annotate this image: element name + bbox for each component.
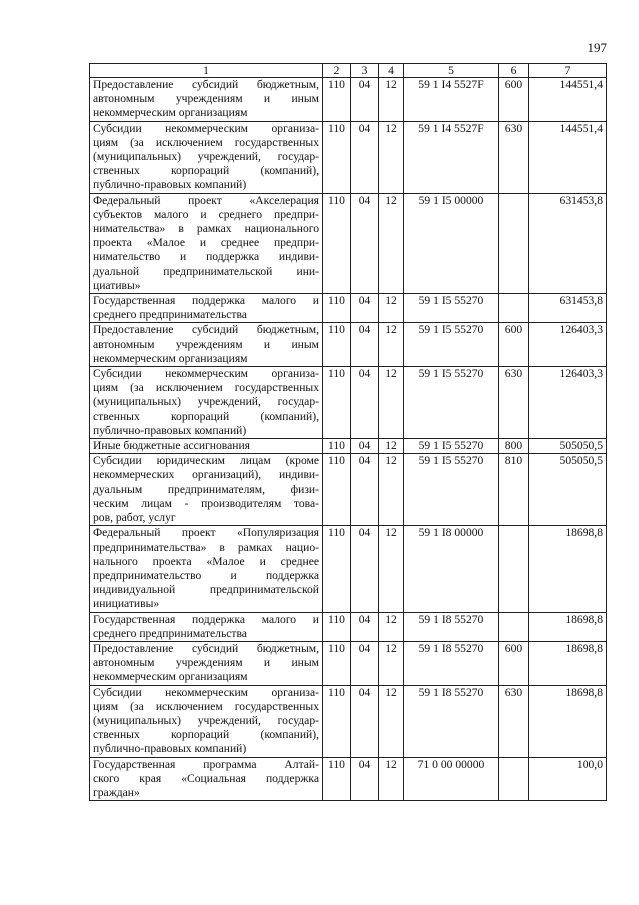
amount-cell: 100,0: [529, 757, 607, 801]
table-row: [90, 367, 607, 439]
column-header: 2: [323, 64, 351, 78]
razdel-cell: 110: [323, 121, 351, 193]
code-cell: 12: [379, 121, 404, 193]
row-name-line: среднего предпринимательства: [93, 308, 247, 322]
podrazdel-cell: 04: [351, 193, 379, 293]
row-name-cell: [90, 757, 323, 801]
row-name-cell: [90, 367, 323, 439]
row-name-cell: [90, 526, 323, 612]
row-name-cell: [90, 612, 323, 641]
razdel-cell: 110: [323, 641, 351, 685]
row-name-line: автономным учреждениям и иным: [93, 92, 319, 106]
row-name-line: циям (за исключением государственных: [93, 699, 319, 713]
expense-type-cell: [499, 294, 529, 323]
podrazdel-cell: 04: [351, 323, 379, 367]
column-header: 3: [351, 64, 379, 78]
column-header: 5: [404, 64, 499, 78]
row-name-cell: [90, 121, 323, 193]
target-article-cell: 59 1 I5 55270: [404, 367, 499, 439]
row-name-line: индивидуальной предпринимательской: [93, 583, 319, 597]
expense-type-cell: 800: [499, 439, 529, 454]
row-name-line: дуальным предпринимателям, физи-: [93, 482, 319, 496]
razdel-cell: 110: [323, 612, 351, 641]
table-row: [90, 78, 607, 122]
target-article-cell: 59 1 I8 55270: [404, 685, 499, 757]
razdel-cell: 110: [323, 757, 351, 801]
code-cell: 12: [379, 294, 404, 323]
amount-cell: 18698,8: [529, 612, 607, 641]
row-name-line: нимательства» в рамках национального: [93, 222, 319, 236]
amount-cell: 18698,8: [529, 685, 607, 757]
row-name-line: (муниципальных) учреждений, государ-: [93, 150, 319, 164]
table-body: [90, 78, 607, 801]
amount-cell: 126403,3: [529, 367, 607, 439]
expense-type-cell: [499, 526, 529, 612]
row-name-line: ского края «Социальная поддержка: [93, 771, 319, 785]
code-cell: 12: [379, 526, 404, 612]
row-name-line: ров, работ, услуг: [93, 511, 176, 525]
row-name-line: публично-правовых компаний): [93, 742, 247, 756]
column-header: 1: [90, 64, 323, 78]
table-row: [90, 641, 607, 685]
target-article-cell: 59 1 I4 5527F: [404, 78, 499, 122]
column-header: 6: [499, 64, 529, 78]
row-name-line: автономным учреждениям и иным: [93, 656, 319, 670]
target-article-cell: 59 1 I8 55270: [404, 641, 499, 685]
column-header: 4: [379, 64, 404, 78]
row-name-line: Предоставление субсидий бюджетным,: [93, 78, 319, 91]
row-name-line: Государственная поддержка малого и: [93, 294, 319, 308]
row-name-line: Субсидии некоммерческим организа-: [93, 685, 319, 699]
target-article-cell: 59 1 I5 55270: [404, 323, 499, 367]
expense-type-cell: 600: [499, 323, 529, 367]
row-name-cell: [90, 439, 323, 454]
table-row: [90, 685, 607, 757]
podrazdel-cell: 04: [351, 294, 379, 323]
table-row: [90, 121, 607, 193]
target-article-cell: 59 1 I5 55270: [404, 294, 499, 323]
target-article-cell: 59 1 I4 5527F: [404, 121, 499, 193]
row-name-line: субъектов малого и среднего предпри-: [93, 207, 319, 221]
amount-cell: 18698,8: [529, 641, 607, 685]
row-name-line: Субсидии некоммерческим организа-: [93, 367, 319, 381]
razdel-cell: 110: [323, 294, 351, 323]
row-name-line: циативы»: [93, 278, 141, 292]
code-cell: 12: [379, 454, 404, 526]
code-cell: 12: [379, 78, 404, 122]
amount-cell: 505050,5: [529, 439, 607, 454]
row-name-line: Субсидии некоммерческим организа-: [93, 121, 319, 135]
amount-cell: 126403,3: [529, 323, 607, 367]
row-name-line: нального проекта «Малое и среднее: [93, 554, 319, 568]
row-name-cell: [90, 294, 323, 323]
table-row: [90, 294, 607, 323]
row-name-line: публично-правовых компаний): [93, 178, 247, 192]
row-name-cell: [90, 685, 323, 757]
row-name-cell: [90, 641, 323, 685]
row-name-line: нимательство и поддержка индиви-: [93, 250, 319, 264]
podrazdel-cell: 04: [351, 78, 379, 122]
code-cell: 12: [379, 193, 404, 293]
row-name-line: Федеральный проект «Популяризация: [93, 526, 319, 540]
row-name-line: проекта «Малое и среднее предпри-: [93, 236, 319, 250]
podrazdel-cell: 04: [351, 641, 379, 685]
row-name-line: некоммерческим организациям: [93, 106, 248, 120]
budget-table: [89, 63, 607, 801]
code-cell: 12: [379, 323, 404, 367]
row-name-line: публично-правовых компаний): [93, 423, 247, 437]
row-name-line: Предоставление субсидий бюджетным,: [93, 323, 319, 337]
razdel-cell: 110: [323, 323, 351, 367]
row-name-cell: [90, 78, 323, 122]
row-name-cell: [90, 323, 323, 367]
amount-cell: 144551,4: [529, 78, 607, 122]
table-row: [90, 526, 607, 612]
table-row: [90, 612, 607, 641]
podrazdel-cell: 04: [351, 121, 379, 193]
razdel-cell: 110: [323, 78, 351, 122]
row-name-line: Субсидии юридическим лицам (кроме: [93, 454, 319, 468]
row-name-cell: [90, 454, 323, 526]
row-name-line: дуальной предпринимательской ини-: [93, 264, 319, 278]
code-cell: 12: [379, 757, 404, 801]
row-name-line: граждан»: [93, 785, 140, 799]
row-name-line: Государственная программа Алтай-: [93, 757, 319, 771]
expense-type-cell: [499, 612, 529, 641]
expense-type-cell: 630: [499, 685, 529, 757]
row-name-line: (муниципальных) учреждений, государ-: [93, 713, 319, 727]
podrazdel-cell: 04: [351, 526, 379, 612]
expense-type-cell: 810: [499, 454, 529, 526]
podrazdel-cell: 04: [351, 439, 379, 454]
code-cell: 12: [379, 685, 404, 757]
amount-cell: 144551,4: [529, 121, 607, 193]
razdel-cell: 110: [323, 439, 351, 454]
row-name-line: Иные бюджетные ассигнования: [93, 439, 250, 453]
podrazdel-cell: 04: [351, 454, 379, 526]
amount-cell: 505050,5: [529, 454, 607, 526]
code-cell: 12: [379, 439, 404, 454]
table-row: [90, 323, 607, 367]
expense-type-cell: 600: [499, 78, 529, 122]
table-row: [90, 454, 607, 526]
amount-cell: 631453,8: [529, 193, 607, 293]
column-header: 7: [529, 64, 607, 78]
expense-type-cell: 630: [499, 121, 529, 193]
row-name-line: инициативы»: [93, 597, 160, 611]
table-header-row: [90, 64, 607, 78]
row-name-line: среднего предпринимательства: [93, 626, 247, 640]
target-article-cell: 59 1 I5 55270: [404, 439, 499, 454]
page-number: 197: [587, 40, 607, 55]
row-name-line: автономным учреждениям и иным: [93, 337, 319, 351]
row-name-cell: [90, 193, 323, 293]
code-cell: 12: [379, 612, 404, 641]
expense-type-cell: 600: [499, 641, 529, 685]
target-article-cell: 59 1 I8 00000: [404, 526, 499, 612]
razdel-cell: 110: [323, 454, 351, 526]
row-name-line: циям (за исключением государственных: [93, 381, 319, 395]
razdel-cell: 110: [323, 193, 351, 293]
target-article-cell: 71 0 00 00000: [404, 757, 499, 801]
row-name-line: (муниципальных) учреждений, государ-: [93, 395, 319, 409]
row-name-line: Государственная поддержка малого и: [93, 612, 319, 626]
row-name-line: некоммерческим организациям: [93, 351, 248, 365]
row-name-line: Предоставление субсидий бюджетным,: [93, 641, 319, 655]
expense-type-cell: 630: [499, 367, 529, 439]
table-row: [90, 757, 607, 801]
row-name-line: ственных корпораций (компаний),: [93, 728, 319, 742]
row-name-line: циям (за исключением государственных: [93, 135, 319, 149]
row-name-line: Федеральный проект «Акселерация: [93, 193, 319, 207]
podrazdel-cell: 04: [351, 367, 379, 439]
podrazdel-cell: 04: [351, 685, 379, 757]
expense-type-cell: [499, 757, 529, 801]
code-cell: 12: [379, 367, 404, 439]
podrazdel-cell: 04: [351, 612, 379, 641]
podrazdel-cell: 04: [351, 757, 379, 801]
amount-cell: 631453,8: [529, 294, 607, 323]
target-article-cell: 59 1 I5 00000: [404, 193, 499, 293]
row-name-line: ственных корпораций (компаний),: [93, 164, 319, 178]
table-row: [90, 439, 607, 454]
code-cell: 12: [379, 641, 404, 685]
row-name-line: некоммерческим организациям: [93, 670, 248, 684]
table-row: [90, 193, 607, 293]
razdel-cell: 110: [323, 685, 351, 757]
row-name-line: некоммерческих организаций), индиви-: [93, 468, 319, 482]
razdel-cell: 110: [323, 367, 351, 439]
row-name-line: предпринимательства» в рамках нацио-: [93, 540, 319, 554]
razdel-cell: 110: [323, 526, 351, 612]
amount-cell: 18698,8: [529, 526, 607, 612]
row-name-line: ческим лицам - производителям това-: [93, 496, 319, 510]
row-name-line: ственных корпораций (компаний),: [93, 409, 319, 423]
target-article-cell: 59 1 I5 55270: [404, 454, 499, 526]
expense-type-cell: [499, 193, 529, 293]
target-article-cell: 59 1 I8 55270: [404, 612, 499, 641]
row-name-line: предпринимательство и поддержка: [93, 568, 319, 582]
